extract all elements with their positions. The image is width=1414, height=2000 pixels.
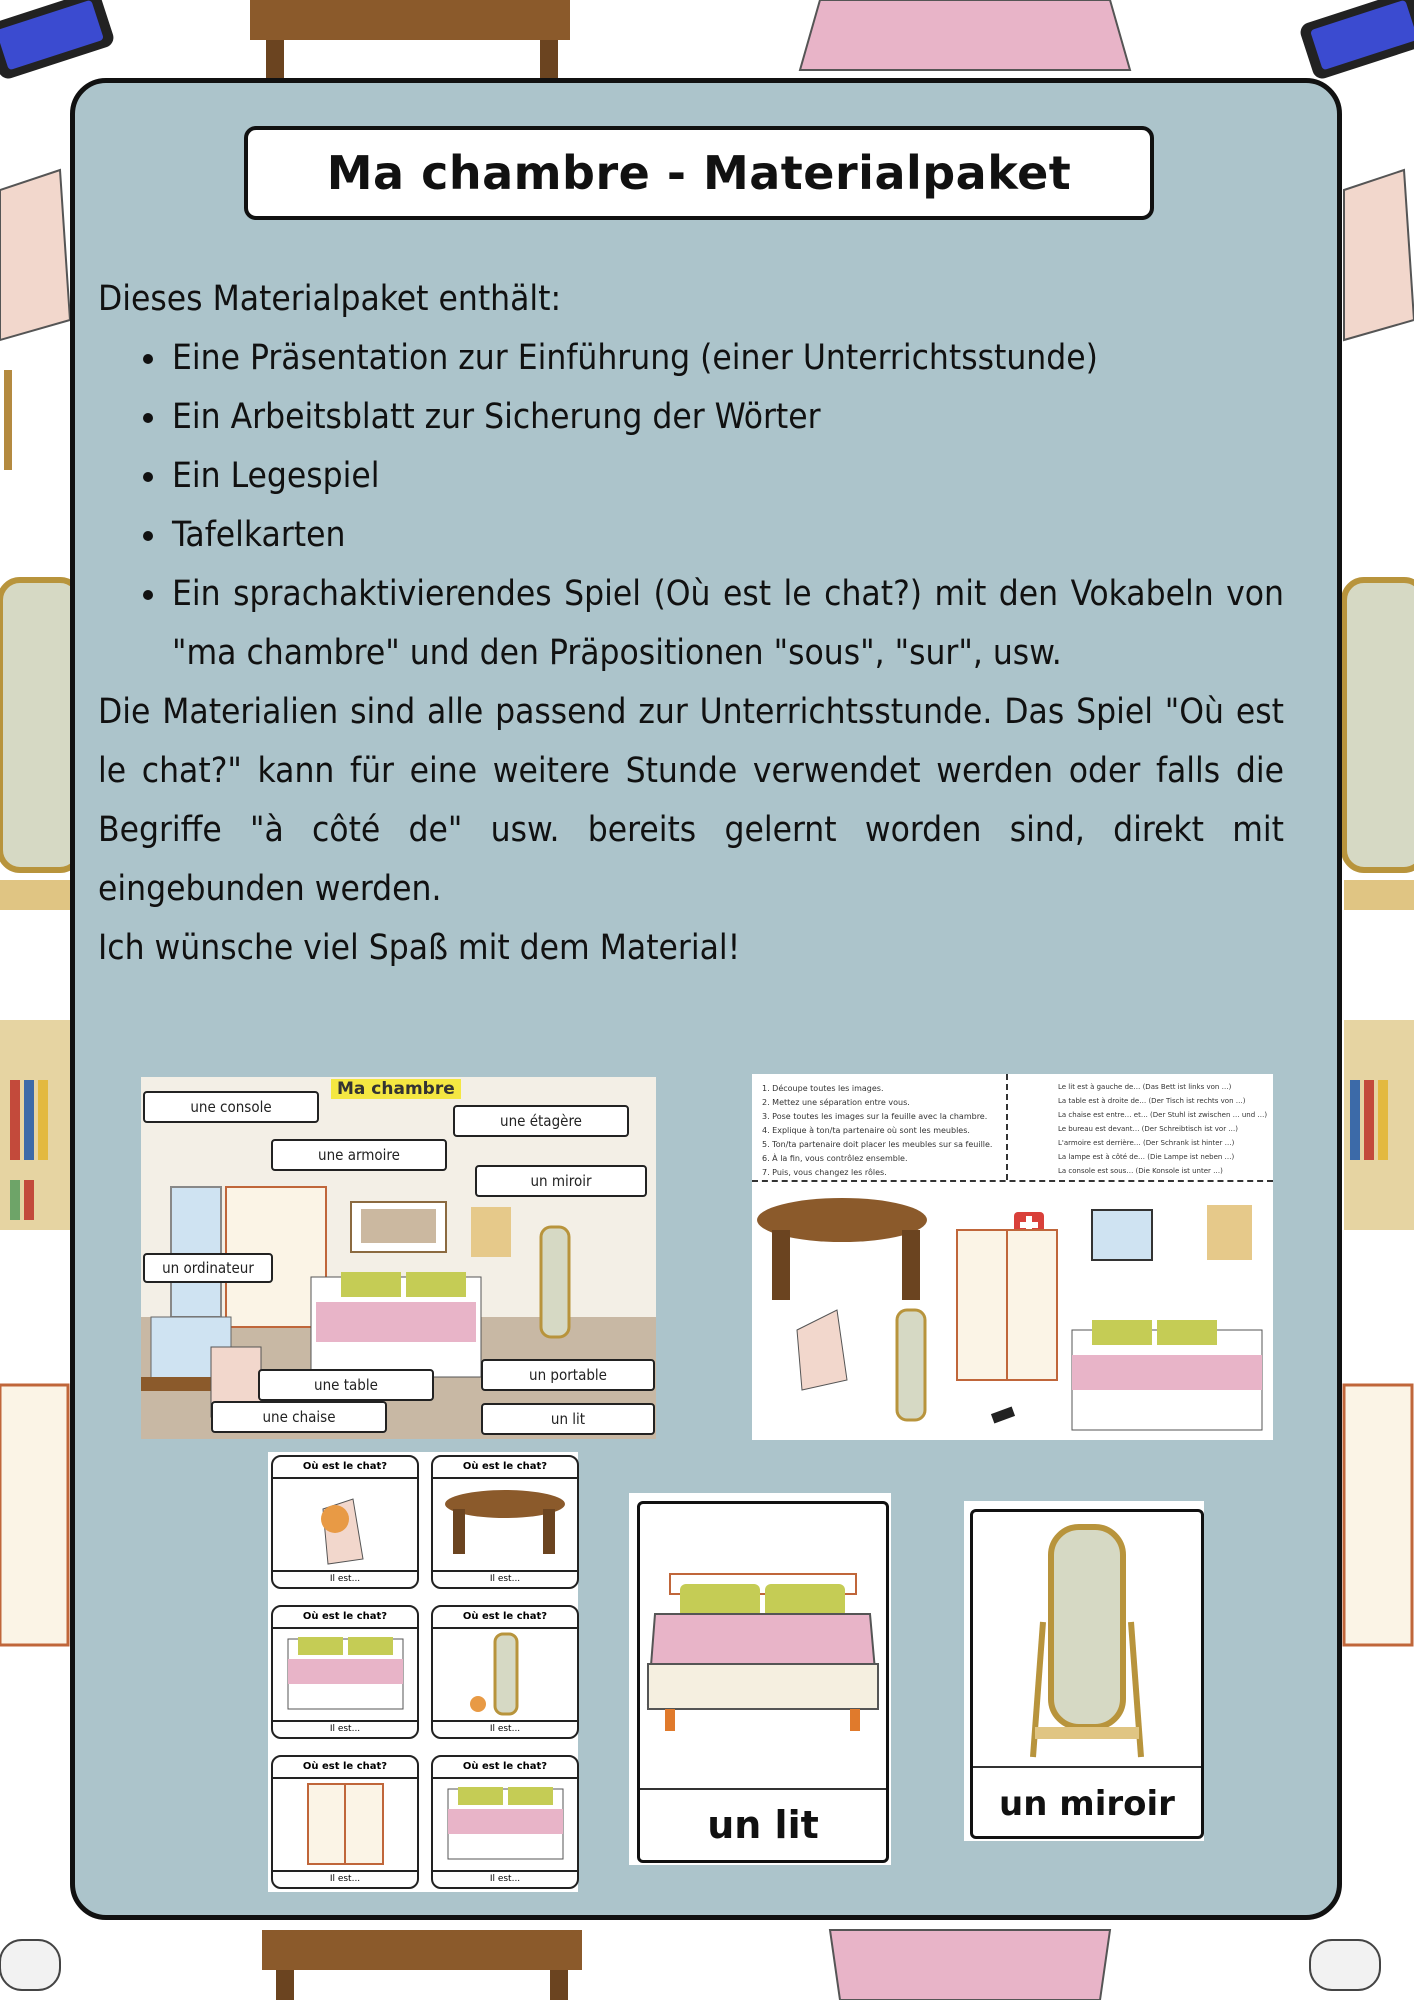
worksheet-instruction: 3. Pose toutes les images sur la feuille avec la chambre.	[762, 1112, 988, 1121]
flashcard-lit	[629, 1493, 891, 1865]
chair-left-deco	[0, 170, 70, 340]
title-box	[244, 126, 1154, 220]
phone-icon-top-right	[1298, 0, 1414, 81]
label-armoire: une armoire	[271, 1139, 447, 1171]
worksheet-instruction: 2. Mettez une séparation entre vous.	[762, 1098, 910, 1107]
table-top-deco	[250, 0, 570, 40]
list-item: • Eine Präsentation zur Einführung (einer Unterrichtsstunde)	[170, 329, 1284, 388]
presentation-preview	[141, 1077, 656, 1439]
contents-list	[98, 329, 1284, 683]
wardrobe-left-deco	[0, 1385, 68, 1645]
game-card: Où est le chat? Il est...	[271, 1605, 419, 1739]
label-portable: un portable	[481, 1359, 655, 1391]
game-preview	[268, 1452, 578, 1892]
label-console: une console	[143, 1091, 319, 1123]
worksheet-instruction: 7. Puis, vous changez les rôles.	[762, 1168, 887, 1177]
wardrobe-right-deco	[1344, 1385, 1412, 1645]
chair-right-deco	[1344, 170, 1414, 340]
game-card: Où est le chat? Il est...	[271, 1455, 419, 1589]
label-table: une table	[258, 1369, 434, 1401]
worksheet-phrase: La table est à droite de… (Der Tisch ist rechts von …)	[1058, 1097, 1246, 1105]
worksheet-phrase: La console est sous… (Die Konsole ist unter …)	[1058, 1167, 1223, 1175]
table-bottom-deco	[262, 1930, 582, 1970]
game-card: Où est le chat? Il est...	[431, 1455, 579, 1589]
label-ordinateur: un ordinateur	[143, 1253, 273, 1283]
flashcard-divider	[973, 1766, 1201, 1768]
worksheet-instruction: 5. Ton/ta partenaire doit placer les meubles sur sa feuille.	[762, 1140, 993, 1149]
label-chaise: une chaise	[211, 1401, 387, 1433]
list-item: • Ein Arbeitsblatt zur Sicherung der Wörter	[170, 388, 1284, 447]
console-right-deco	[1310, 1940, 1380, 1990]
mirror-illustration	[973, 1512, 1201, 1762]
game-card: Où est le chat? Il est...	[431, 1605, 579, 1739]
list-item: • Tafelkarten	[170, 506, 1284, 565]
worksheet-instruction: 6. À la fin, vous contrôlez ensemble.	[762, 1154, 908, 1163]
bed-illustration	[640, 1504, 886, 1774]
worksheet-phrase: Le lit est à gauche de… (Das Bett ist links von …)	[1058, 1083, 1232, 1091]
label-lit: un lit	[481, 1403, 655, 1435]
worksheet-instruction: 1. Découpe toutes les images.	[762, 1084, 884, 1093]
worksheet-furniture	[752, 1180, 1273, 1440]
game-card: Où est le chat? Il est...	[271, 1755, 419, 1889]
worksheet-phrase: L'armoire est derrière… (Der Schrank ist hinter …)	[1058, 1139, 1235, 1147]
label-etagere: une étagère	[453, 1105, 629, 1137]
mirror-left-deco	[0, 580, 80, 870]
list-item: • Ein Legespiel	[170, 447, 1284, 506]
console-left-deco	[0, 1940, 60, 1990]
intro-text: Dieses Materialpaket enthält:	[98, 279, 562, 319]
list-item: • Ein sprachaktivierendes Spiel (Où est le chat?) mit den Vokabeln von "ma chambre" und den Präpositionen "sous", "sur", usw.	[170, 565, 1284, 683]
bed-bottom-deco	[830, 1930, 1110, 2000]
worksheet-divider-vertical	[1006, 1074, 1008, 1180]
worksheet-phrase: Le bureau est devant… (Der Schreibtisch ist vor …)	[1058, 1125, 1239, 1133]
flashcard-word: un lit	[707, 1803, 819, 1847]
page-title: Ma chambre - Materialpaket	[326, 146, 1072, 200]
worksheet-phrase: La lampe est à côté de… (Die Lampe ist neben …)	[1058, 1153, 1235, 1161]
bed-top-deco	[800, 0, 1130, 70]
flashcard-miroir	[964, 1501, 1204, 1841]
closing-text: Ich wünsche viel Spaß mit dem Material!	[98, 928, 741, 968]
worksheet-preview	[752, 1074, 1273, 1440]
game-card: Où est le chat? Il est...	[431, 1755, 579, 1889]
label-miroir: un miroir	[475, 1165, 647, 1197]
phone-icon-top-left	[0, 0, 116, 81]
mirror-right-deco	[1344, 580, 1414, 870]
worksheet-instruction: 4. Explique à ton/ta partenaire où sont les meubles.	[762, 1126, 970, 1135]
description-paragraph: Die Materialien sind alle passend zur Unterrichtsstunde. Das Spiel "Où est le chat?" kann für eine weitere Stunde verwendet werden oder falls die Begriffe "à côté de" usw. bereits gelernt worden sind, direkt mit eingebunden werden.	[98, 692, 1284, 909]
presentation-heading: Ma chambre	[331, 1079, 461, 1099]
worksheet-phrase: La chaise est entre… et… (Der Stuhl ist zwischen … und …)	[1058, 1111, 1268, 1119]
flashcard-word: un miroir	[999, 1784, 1175, 1824]
